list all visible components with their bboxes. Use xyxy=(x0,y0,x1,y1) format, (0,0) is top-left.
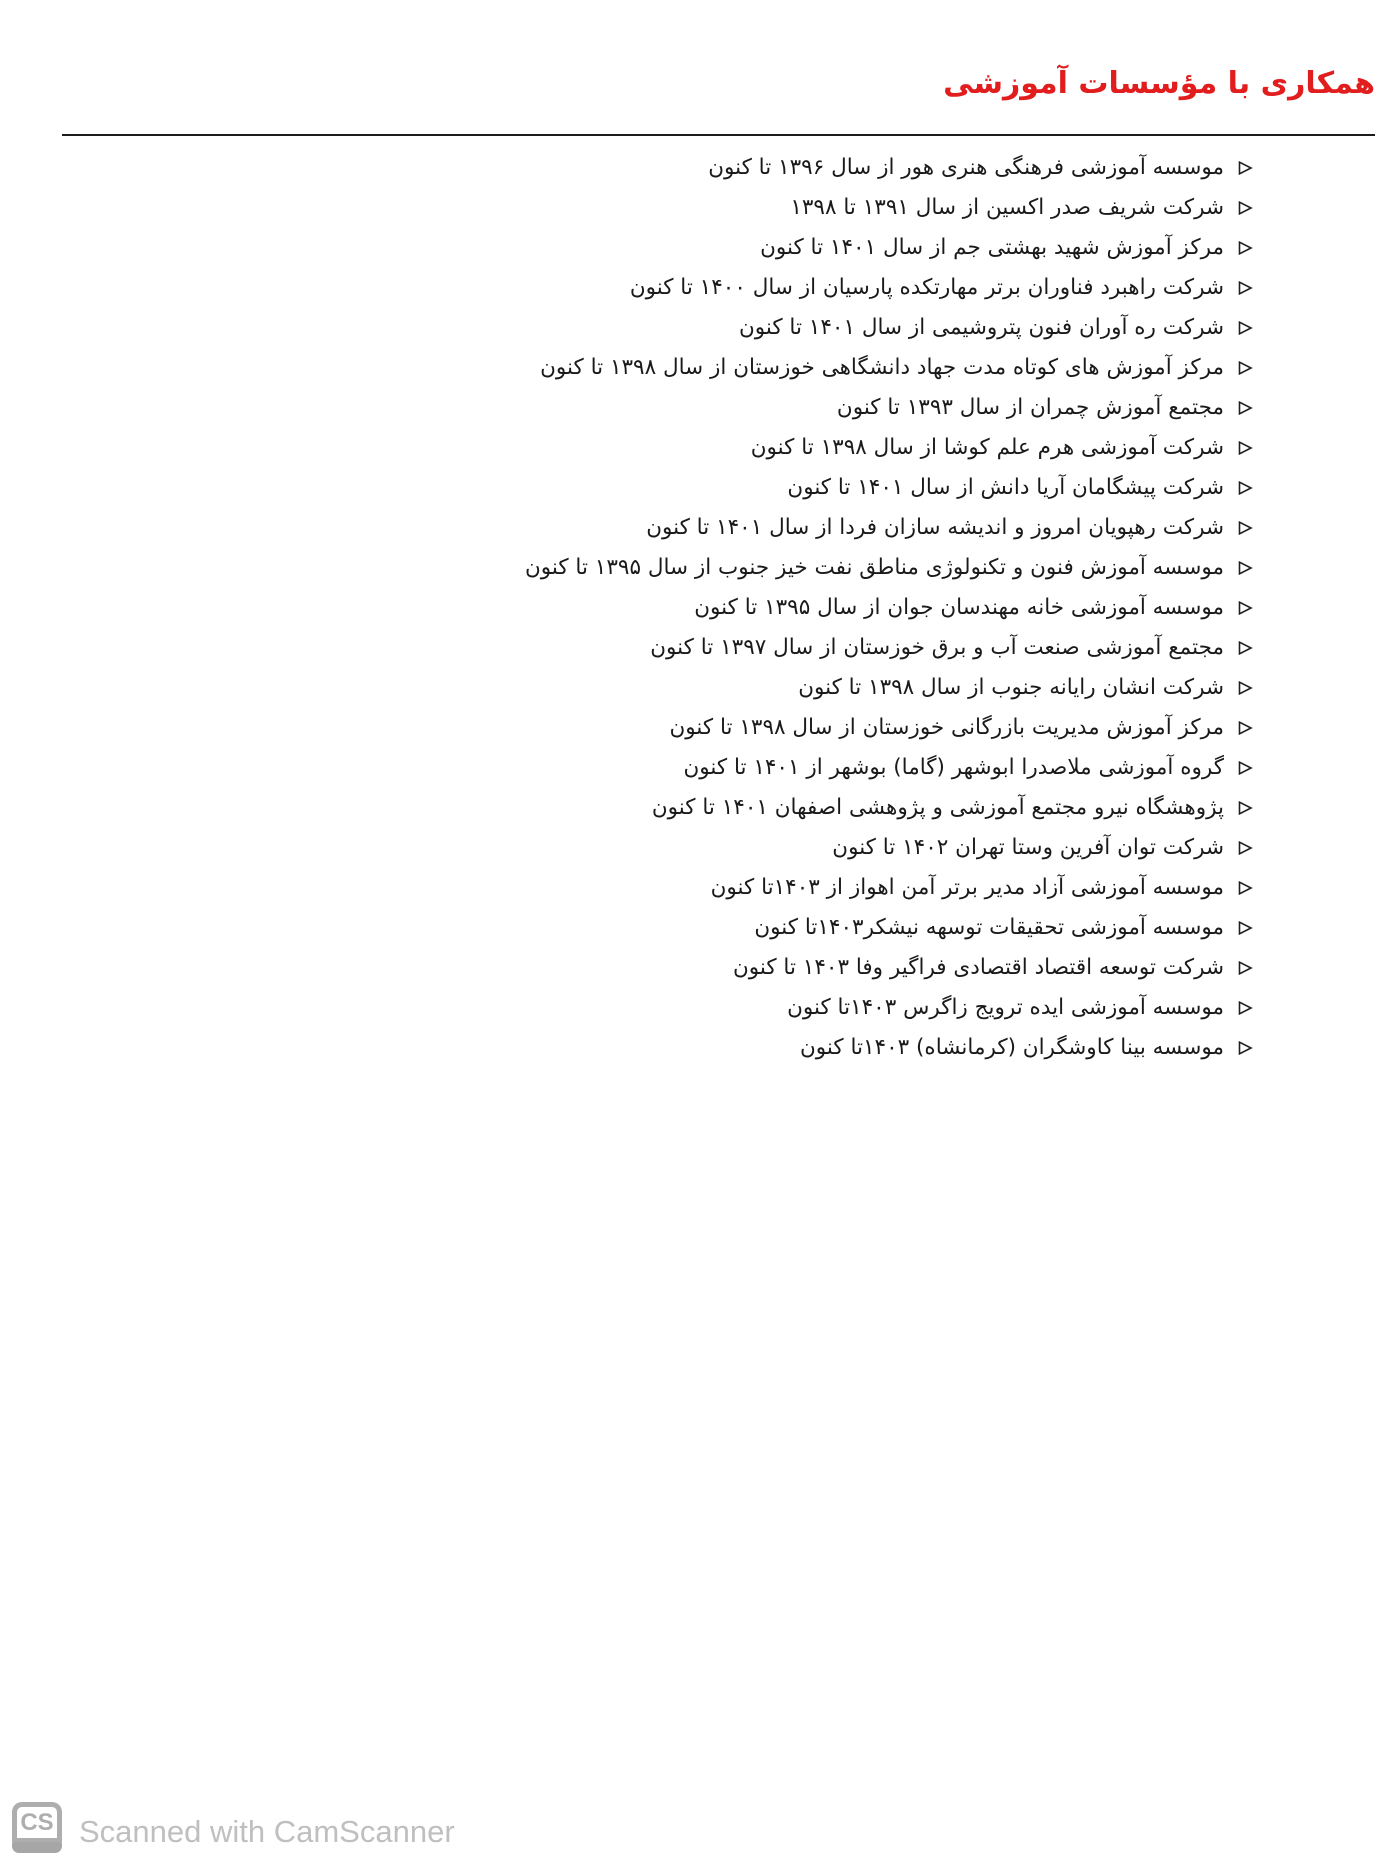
list-item xyxy=(525,1028,1253,1068)
list-item-label: مرکز آموزش مدیریت بازرگانی خوزستان از سال ۱۳۹۸ تا کنون xyxy=(669,715,1224,741)
list-item xyxy=(525,788,1253,828)
right-arrowhead-bullet-icon xyxy=(1238,400,1253,416)
list-item-label: شرکت رهپویان امروز و اندیشه سازان فردا از سال ۱۴۰۱ تا کنون xyxy=(646,515,1224,541)
list-item xyxy=(525,708,1253,748)
list-item-label: شرکت انشان رایانه جنوب از سال ۱۳۹۸ تا کنون xyxy=(798,675,1224,701)
list-item xyxy=(525,388,1253,428)
right-arrowhead-bullet-icon xyxy=(1238,1040,1253,1056)
list-item xyxy=(525,668,1253,708)
list-item-label: گروه آموزشی ملاصدرا ابوشهر (گاما) بوشهر از ۱۴۰۱ تا کنون xyxy=(683,755,1224,781)
list-item-label: موسسه آموزشی ایده ترویج زاگرس ۱۴۰۳تا کنون xyxy=(787,995,1224,1021)
list-item xyxy=(525,148,1253,188)
list-item-label: پژوهشگاه نیرو مجتمع آموزشی و پژوهشی اصفهان ۱۴۰۱ تا کنون xyxy=(651,795,1224,821)
list-item xyxy=(525,428,1253,468)
list-item xyxy=(525,468,1253,508)
right-arrowhead-bullet-icon xyxy=(1238,880,1253,896)
list-item-label: شرکت آموزشی هرم علم کوشا از سال ۱۳۹۸ تا کنون xyxy=(750,435,1224,461)
list-item xyxy=(525,748,1253,788)
list-item xyxy=(525,188,1253,228)
list-item xyxy=(525,548,1253,588)
list-item-label: موسسه آموزشی خانه مهندسان جوان از سال ۱۳۹۵ تا کنون xyxy=(694,595,1224,621)
list-item xyxy=(525,948,1253,988)
right-arrowhead-bullet-icon xyxy=(1238,240,1253,256)
list-item-label: مجتمع آموزشی صنعت آب و برق خوزستان از سال ۱۳۹۷ تا کنون xyxy=(650,635,1224,661)
right-arrowhead-bullet-icon xyxy=(1238,1000,1253,1016)
right-arrowhead-bullet-icon xyxy=(1238,800,1253,816)
list-item-label: شرکت ره آوران فنون پتروشیمی از سال ۱۴۰۱ تا کنون xyxy=(738,315,1224,341)
list-item-label: مرکز آموزش شهید بهشتی جم از سال ۱۴۰۱ تا کنون xyxy=(760,235,1224,261)
list-item xyxy=(525,988,1253,1028)
right-arrowhead-bullet-icon xyxy=(1238,200,1253,216)
list-item xyxy=(525,588,1253,628)
right-arrowhead-bullet-icon xyxy=(1238,360,1253,376)
list-item-label: شرکت پیشگامان آریا دانش از سال ۱۴۰۱ تا کنون xyxy=(787,475,1224,501)
right-arrowhead-bullet-icon xyxy=(1238,520,1253,536)
heading-underline xyxy=(62,134,1375,136)
list-item-label: موسسه آموزشی آزاد مدیر برتر آمن اهواز از ۱۴۰۳تا کنون xyxy=(710,875,1224,901)
list-item-label: مجتمع آموزش چمران از سال ۱۳۹۳ تا کنون xyxy=(836,395,1224,421)
right-arrowhead-bullet-icon xyxy=(1238,680,1253,696)
list-item-label: شرکت شریف صدر اکسین از سال ۱۳۹۱ تا ۱۳۹۸ xyxy=(790,195,1224,221)
right-arrowhead-bullet-icon xyxy=(1238,440,1253,456)
list-item xyxy=(525,508,1253,548)
right-arrowhead-bullet-icon xyxy=(1238,920,1253,936)
right-arrowhead-bullet-icon xyxy=(1238,480,1253,496)
right-arrowhead-bullet-icon xyxy=(1238,160,1253,176)
list-item-label: موسسه آموزشی تحقیقات توسهه نیشکر۱۴۰۳تا کنون xyxy=(754,915,1224,941)
list-item-label: مرکز آموزش های کوتاه مدت جهاد دانشگاهی خوزستان از سال ۱۳۹۸ تا کنون xyxy=(540,355,1224,381)
list-item xyxy=(525,268,1253,308)
list-item-label: موسسه بینا کاوشگران (کرمانشاه) ۱۴۰۳تا کنون xyxy=(800,1035,1224,1061)
camscanner-logo-icon xyxy=(12,1802,62,1843)
camscanner-logo-text: CS xyxy=(20,1808,54,1836)
list-item xyxy=(525,828,1253,868)
list-item xyxy=(525,628,1253,668)
page-title: همکاری با مؤسسات آموزشی xyxy=(943,66,1375,101)
list-item-label: شرکت توان آفرین وستا تهران ۱۴۰۲ تا کنون xyxy=(832,835,1224,861)
right-arrowhead-bullet-icon xyxy=(1238,960,1253,976)
list-item xyxy=(525,308,1253,348)
list-item-label: شرکت راهبرد فناوران برتر مهارتکده پارسیان از سال ۱۴۰۰ تا کنون xyxy=(629,275,1224,301)
camscanner-label: Scanned with CamScanner xyxy=(79,1814,455,1849)
right-arrowhead-bullet-icon xyxy=(1238,760,1253,776)
right-arrowhead-bullet-icon xyxy=(1238,320,1253,336)
right-arrowhead-bullet-icon xyxy=(1238,280,1253,296)
list-item xyxy=(525,868,1253,908)
institutions-list xyxy=(525,148,1253,1068)
list-item-label: موسسه آموزش فنون و تکنولوژی مناطق نفت خیز جنوب از سال ۱۳۹۵ تا کنون xyxy=(524,555,1224,581)
list-item xyxy=(525,228,1253,268)
right-arrowhead-bullet-icon xyxy=(1238,560,1253,576)
right-arrowhead-bullet-icon xyxy=(1238,840,1253,856)
list-item xyxy=(525,348,1253,388)
right-arrowhead-bullet-icon xyxy=(1238,600,1253,616)
camscanner-watermark xyxy=(12,1802,455,1850)
list-item xyxy=(525,908,1253,948)
right-arrowhead-bullet-icon xyxy=(1238,640,1253,656)
right-arrowhead-bullet-icon xyxy=(1238,720,1253,736)
list-item-label: موسسه آموزشی فرهنگی هنری هور از سال ۱۳۹۶ تا کنون xyxy=(708,155,1224,181)
list-item-label: شرکت توسعه اقتصاد اقتصادی فراگیر وفا ۱۴۰۳ تا کنون xyxy=(732,955,1224,981)
